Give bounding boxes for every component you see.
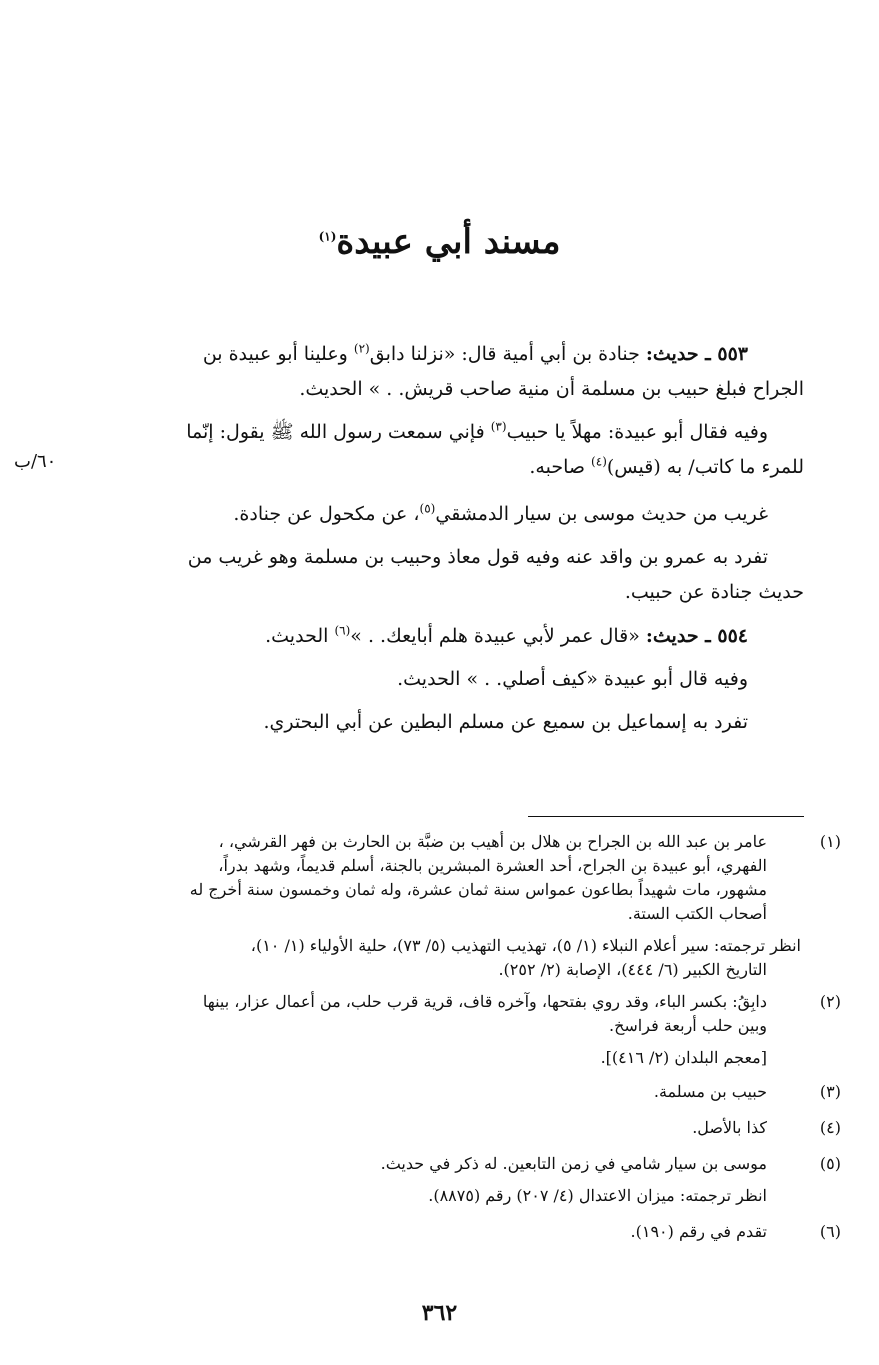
hadith-553-text-cont: وعلينا أبو عبيدة بن — [202, 343, 354, 365]
footnote-2-line-3: [معجم البلدان (٢/ ٤١٦)]. — [600, 1048, 767, 1067]
footnote-2-mark: (٢) — [819, 992, 841, 1011]
hadith-554-number: ٥٥٤ ـ حديث: — [645, 625, 748, 647]
hadith-553-line-6: تفرد به عمرو بن واقد عنه وفيه قول معاذ وحبيب بن مسلمة وهو غريب من — [187, 546, 768, 568]
text-segment: للمرء ما كاتب/ به (قيس) — [606, 456, 804, 478]
footnote-2-line-1: دابِقُ: بكسر الباء، وقد روي بفتحها، وآخره قاف، قرية قرب حلب، من أعمال عزار، بينها — [202, 992, 767, 1011]
text-segment: غريب من حديث موسى بن سيار الدمشقي — [435, 503, 768, 525]
hadith-554-line-1 — [78, 622, 804, 651]
hadith-553-line-1 — [78, 340, 804, 369]
footnote-6 — [70, 1220, 879, 1246]
footnote-5-line-2: انظر ترجمته: ميزان الاعتدال (٤/ ٢٠٧) رقم (٨٨٧٥). — [428, 1186, 767, 1205]
footnote-5-line-1: موسى بن سيار شامي في زمن التابعين. له ذكر في حديث. — [380, 1154, 767, 1173]
title-footnote-ref: (١) — [318, 229, 337, 244]
hadith-553-line-5 — [78, 500, 804, 529]
hadith-553-line-2: الجراح فبلغ حبيب بن مسلمة أن منية صاحب قريش. . » الحديث. — [299, 378, 804, 400]
hadith-553-line-3 — [78, 418, 804, 447]
title-text: مسند أبي عبيدة — [336, 222, 561, 262]
footnote-6-mark: (٦) — [819, 1222, 841, 1241]
footnote-ref-6: (٦) — [334, 623, 351, 638]
footnote-4-mark: (٤) — [819, 1118, 841, 1137]
footnote-4 — [70, 1116, 879, 1142]
footnote-divider — [528, 816, 804, 817]
hadith-554-line-2: وفيه قال أبو عبيدة «كيف أصلي. . » الحديث. — [397, 668, 748, 690]
footnote-5-mark: (٥) — [819, 1154, 841, 1173]
footnote-ref-3: (٣) — [490, 419, 507, 434]
footnote-3 — [70, 1080, 879, 1106]
footnote-1-line-4: أصحاب الكتب الستة. — [627, 904, 767, 923]
hadith-553-line-7: حديث جنادة عن حبيب. — [624, 581, 804, 603]
hadith-553-number: ٥٥٣ ـ حديث: — [645, 343, 748, 365]
page-title — [0, 222, 879, 262]
footnote-4-line-1: كذا بالأصل. — [692, 1118, 767, 1137]
footnote-1-line-6: التاريخ الكبير (٦/ ٤٤٤)، الإصابة (٢/ ٢٥٢). — [498, 960, 767, 979]
text-segment: فإني سمعت رسول الله ﷺ يقول: إنّما — [186, 421, 491, 443]
page-number: ٣٦٢ — [421, 1300, 458, 1326]
footnote-2 — [70, 990, 879, 1070]
hadith-553-text: جنادة بن أبي أمية قال: «نزلنا دابق — [369, 343, 646, 365]
footnote-3-line-1: حبيب بن مسلمة. — [653, 1082, 767, 1101]
text-segment: ، عن مكحول عن جنادة. — [233, 503, 420, 525]
hadith-554-text: «قال عمر لأبي عبيدة هلم أبايعك. . » — [350, 625, 646, 647]
footnote-1-line-3: مشهور، مات شهيداً بطاعون عمواس سنة ثمان عشرة، وله ثمان وخمسون سنة أخرج له — [189, 880, 767, 899]
text-segment: صاحبه. — [529, 456, 592, 478]
footnote-1-line-1: عامر بن عبد الله بن الجراح بن هلال بن أهيب بن ضبَّة بن الحارث بن فهر القرشي، ، — [218, 832, 767, 851]
main-text — [78, 340, 804, 760]
footnote-5 — [70, 1152, 879, 1212]
footnote-ref-4: (٤) — [591, 454, 607, 469]
footnote-1-line-5: انظر ترجمته: سير أعلام النبلاء (١/ ٥)، تهذيب التهذيب (٥/ ٧٣)، حلية الأولياء (١/ ١٠)، — [250, 936, 801, 955]
footnote-1-mark: (١) — [819, 832, 841, 851]
footnote-1-line-2: الفهري، أبو عبيدة بن الجراح، أحد العشرة المبشرين بالجنة، أسلم قديماً، وشهد بدراً، — [218, 856, 767, 875]
footnote-1 — [70, 830, 879, 979]
footnote-ref-2: (٢) — [353, 341, 370, 356]
footnote-6-line-1: تقدم في رقم (١٩٠). — [630, 1222, 767, 1241]
text-segment: الحديث. — [265, 625, 335, 647]
footnote-ref-5: (٥) — [419, 501, 436, 516]
text-segment: وفيه فقال أبو عبيدة: مهلاً يا حبيب — [506, 421, 768, 443]
hadith-554-line-3: تفرد به إسماعيل بن سميع عن مسلم البطين عن أبي البحتري. — [263, 711, 748, 733]
footnote-2-line-2: وبين حلب أربعة فراسخ. — [608, 1016, 767, 1035]
hadith-553-line-4 — [78, 453, 804, 482]
footnote-3-mark: (٣) — [819, 1082, 841, 1101]
margin-folio-note: ٦٠/ب — [14, 451, 57, 472]
